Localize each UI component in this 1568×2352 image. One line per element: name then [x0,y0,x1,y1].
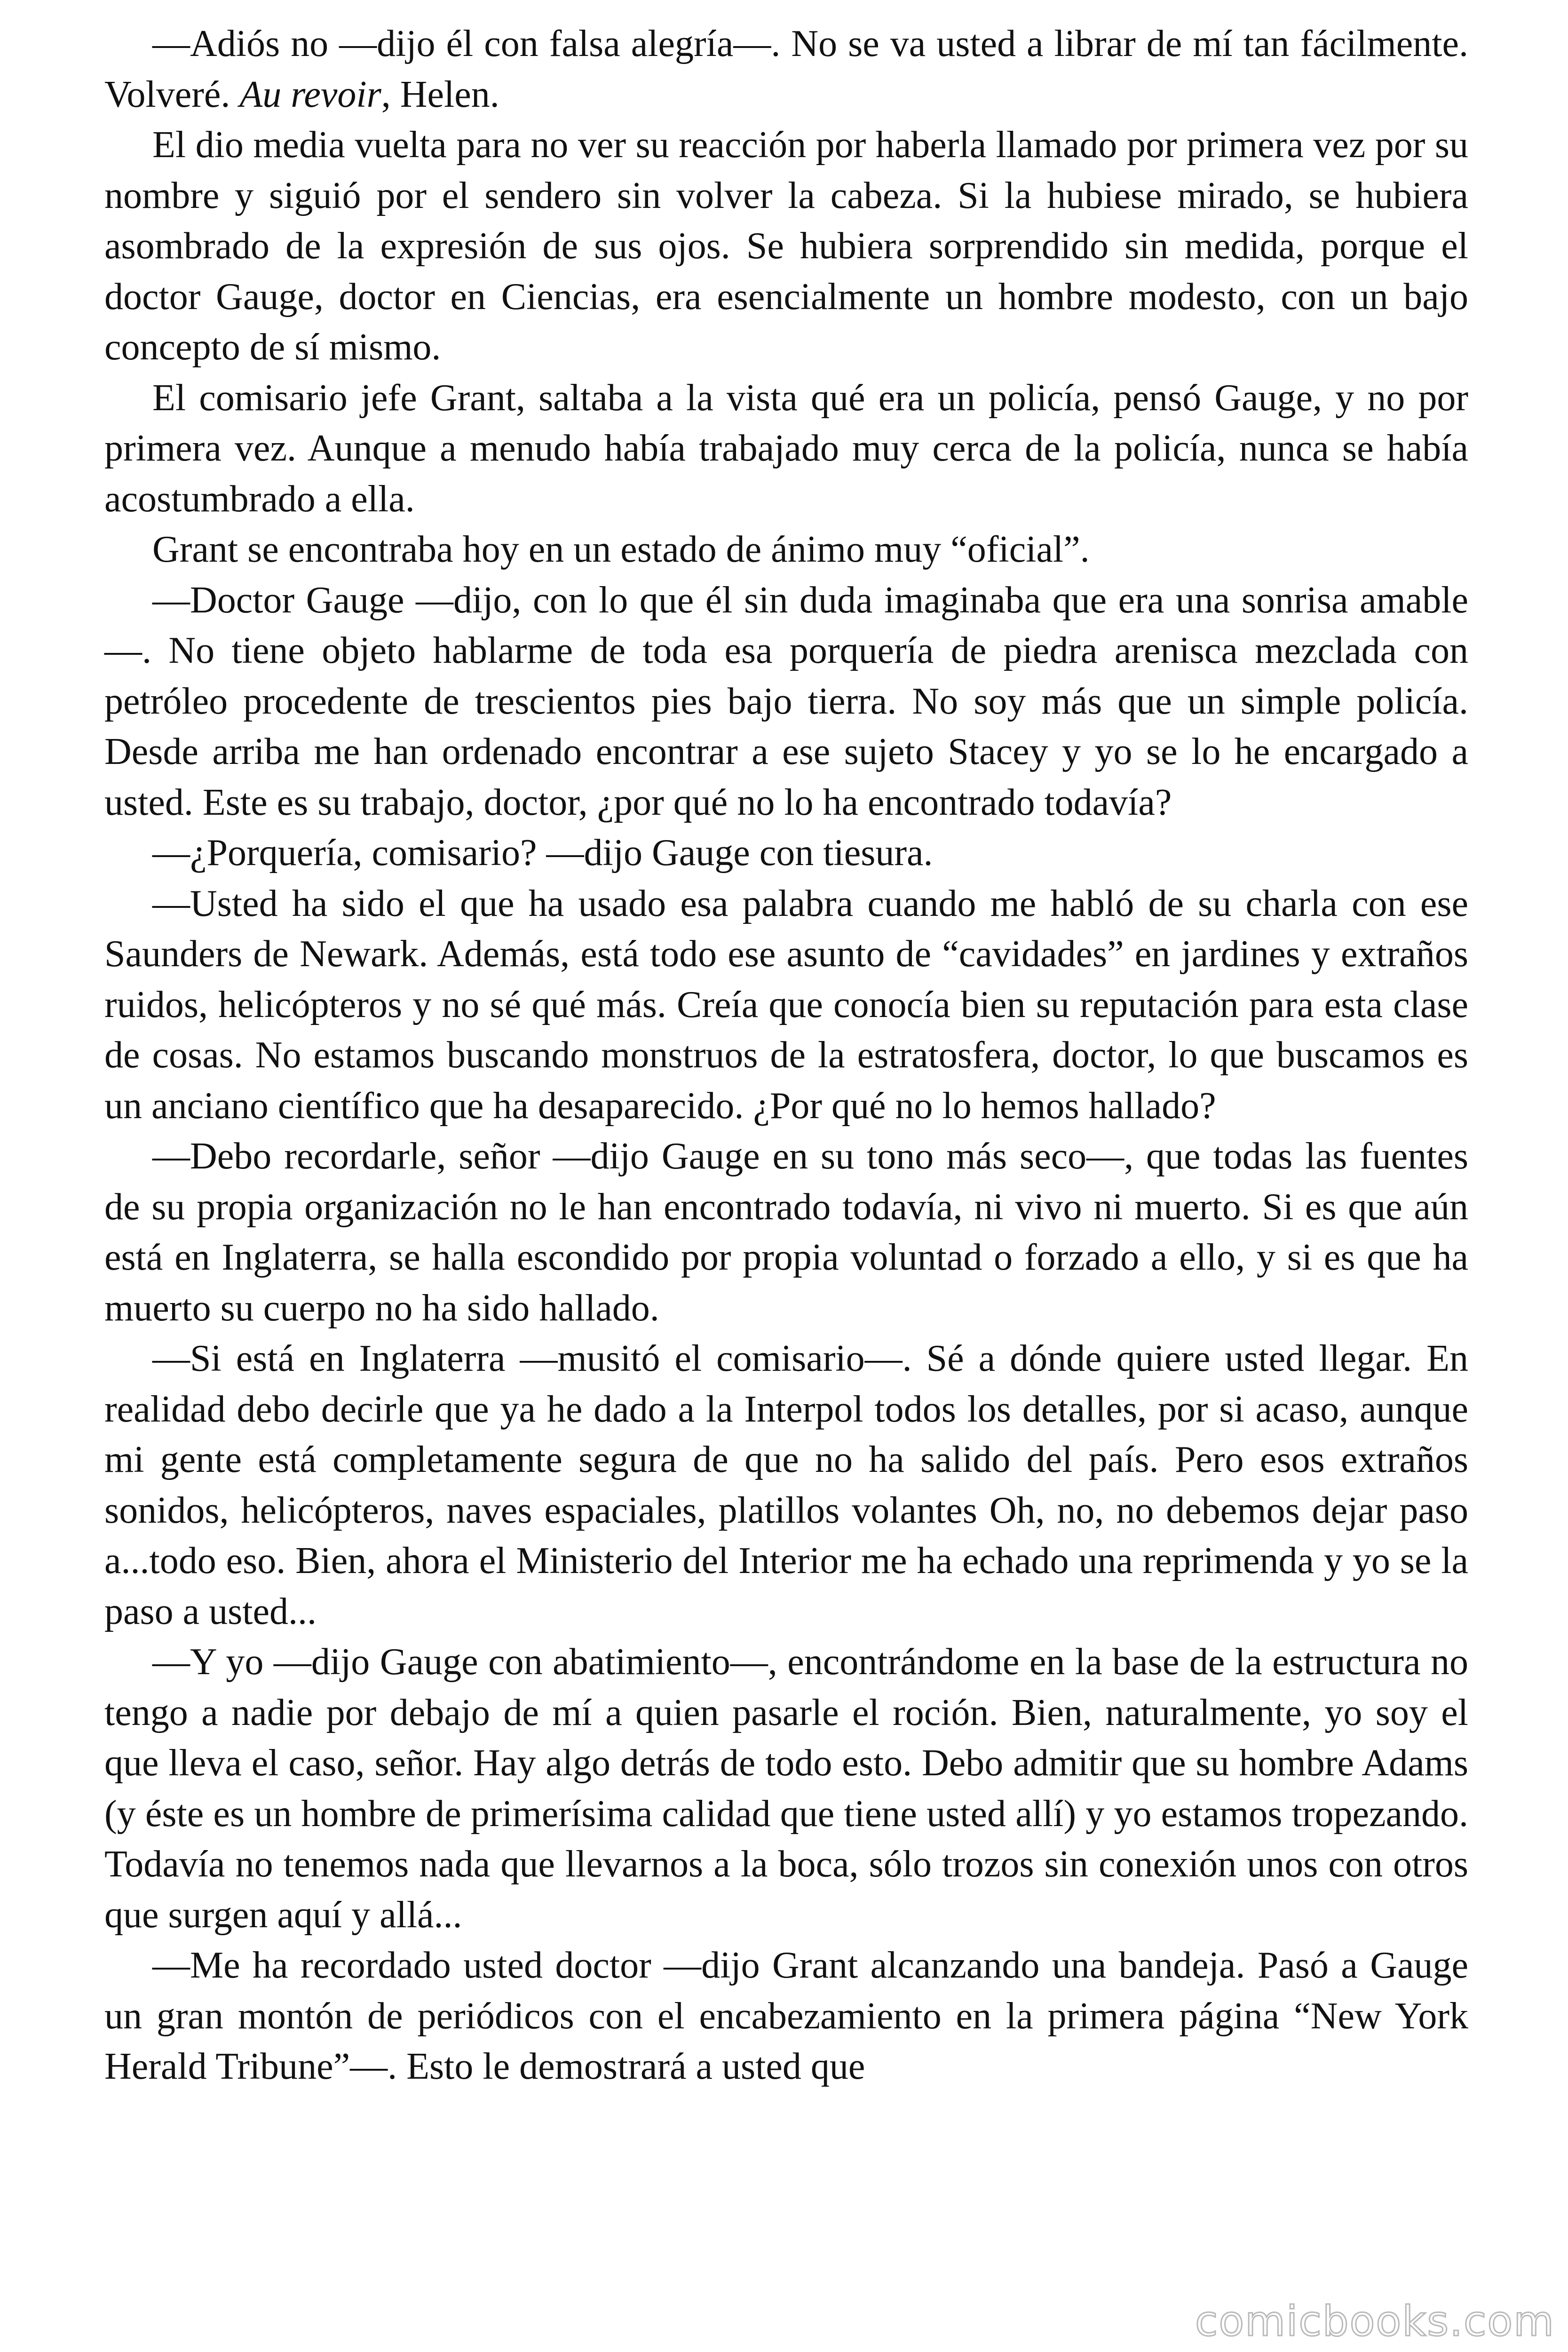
paragraph-10: —Y yo —dijo Gauge con abatimiento—, encontrándome en la base de la estructura no tengo a nadie por debajo de mí a quien pasarle el roción. Bien, naturalmente, yo soy el que lleva el caso, señor. Hay algo detrás de todo esto. Debo admitir que su hombre Adams (y éste es un hombre de primerísima calidad que tiene usted allí) y yo estamos tropezando. Todavía no tenemos nada que llevarnos a la boca, sólo trozos sin conexión unos con otros que surgen aquí y allá... [104,1641,1468,1936]
paragraph-1-italic-phrase: Au revoir [239,73,381,115]
paragraph-2: El dio media vuelta para no ver su reacción por haberla llamado por primera vez por su nombre y siguió por el sendero sin volver la cabeza. Si la hubiese mirado, se hubiera asombrado de la expresión de sus ojos. Se hubiera sorprendido sin medida, porque el doctor Gauge, doctor en Ciencias, era esencialmente un hombre modesto, con un bajo concepto de sí mismo. [104,124,1468,368]
book-page [104,19,1468,2092]
paragraph-8: —Debo recordarle, señor —dijo Gauge en su tono más seco—, que todas las fuentes de su propia organización no le han encontrado todavía, ni vivo ni muerto. Si es que aún está en Inglaterra, se halla escondido por propia voluntad o forzado a ello, y si es que ha muerto su cuerpo no ha sido hallado. [104,1136,1468,1329]
paragraph-11: —Me ha recordado usted doctor —dijo Grant alcanzando una bandeja. Pasó a Gauge un gran montón de periódicos con el encabezamiento en la primera página “New York Herald Tribune”—. Esto le demostrará a usted que [104,1945,1468,2087]
paragraph-1 [104,19,1468,120]
paragraph-4: Grant se encontraba hoy en un estado de ánimo muy “oficial”. [152,529,1090,570]
paragraph-6: —¿Porquería, comisario? —dijo Gauge con tiesura. [152,832,933,874]
paragraph-7: —Usted ha sido el que ha usado esa palabra cuando me habló de su charla con ese Saunders de Newark. Además, está todo ese asunto de “cavidades” en jardines y extraños ruidos, helicópteros y no sé qué más. Creía que conocía bien su reputación para esta clase de cosas. No estamos buscando monstruos de la estratosfera, doctor, lo que buscamos es un anciano científico que ha desaparecido. ¿Por qué no lo hemos hallado? [104,882,1468,1127]
paragraph-1-text-b: , Helen. [381,73,499,115]
paragraph-5: —Doctor Gauge —dijo, con lo que él sin duda imaginaba que era una sonrisa amable—. No tiene objeto hablarme de toda esa porquería de piedra arenisca mezclada con petróleo procedente de trescientos pies bajo tierra. No soy más que un simple policía. Desde arriba me han ordenado encontrar a ese sujeto Stacey y yo se lo he encargado a usted. Este es su trabajo, doctor, ¿por qué no lo ha encontrado todavía? [104,579,1468,823]
paragraph-9: —Si está en Inglaterra —musitó el comisario—. Sé a dónde quiere usted llegar. En realidad debo decirle que ya he dado a la Interpol todos los detalles, por si acaso, aunque mi gente está completamente segura de que no ha salido del país. Pero esos extraños sonidos, helicópteros, naves espaciales, platillos volantes Oh, no, no debemos dejar paso a...todo eso. Bien, ahora el Ministerio del Interior me ha echado una reprimenda y yo se la paso a usted... [104,1338,1468,1632]
paragraph-1-text-a: —Adiós no —dijo él con falsa alegría—. No se va usted a librar de mí tan fácilmente. Volveré. [104,23,1468,115]
paragraph-3: El comisario jefe Grant, saltaba a la vista qué era un policía, pensó Gauge, y no por primera vez. Aunque a menudo había trabajado muy cerca de la policía, nunca se había acostumbrado a ella. [104,377,1468,520]
watermark: comicbooks.com [1195,2297,1555,2345]
